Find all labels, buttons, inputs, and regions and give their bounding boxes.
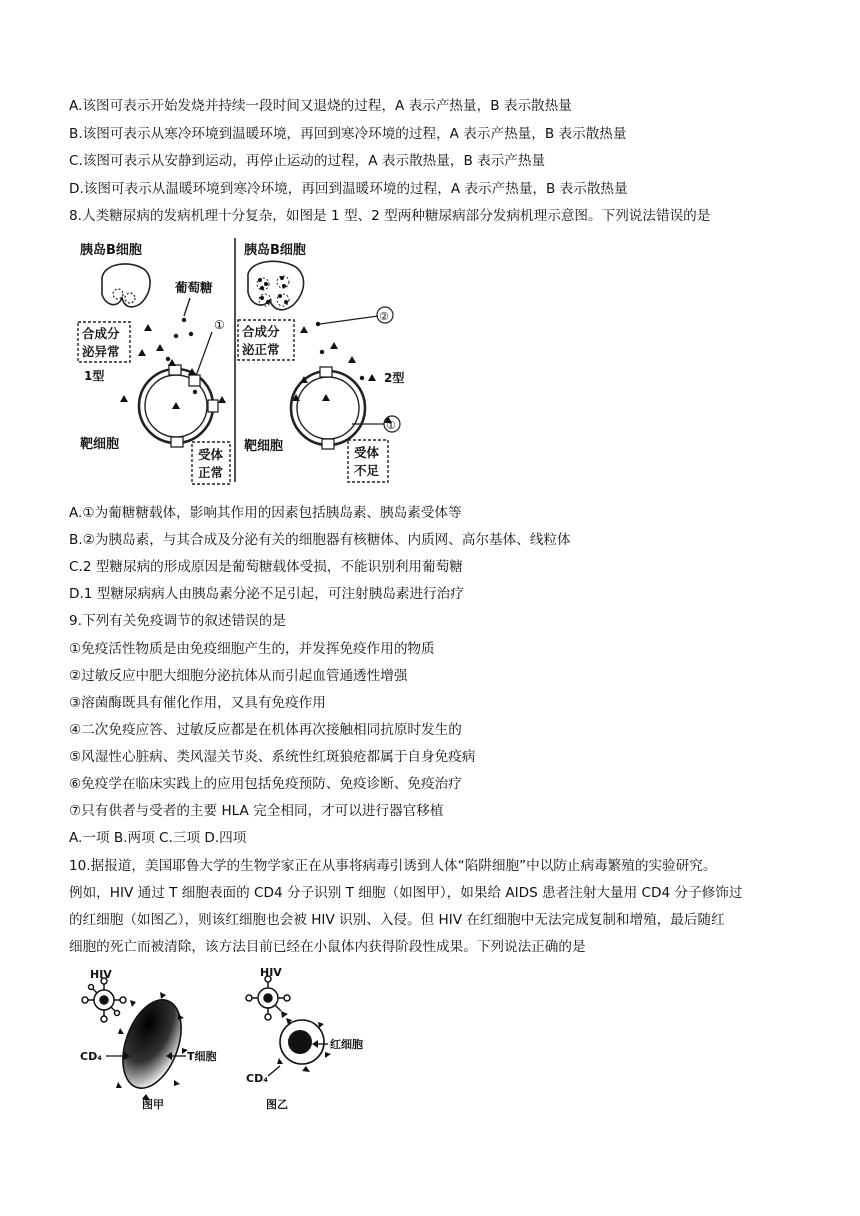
q7-option-d: D.该图可表示从温暖环境到寒冷环境，再回到温暖环境的过程，A 表示产热量，B 表示散热量 — [69, 181, 628, 197]
right-receptor-text-2: 不足 — [354, 463, 380, 478]
q8-option-d: D.1 型糖尿病病人由胰岛素分泌不足引起，可注射胰岛素进行治疗 — [69, 586, 464, 602]
q9-item-5: ⑤风湿性心脏病、类风湿关节炎、系统性红斑狼疮都属于自身免疫病 — [69, 749, 476, 765]
left-target-label: 靶细胞 — [80, 437, 120, 452]
mark1-right: ① — [386, 419, 396, 432]
q9-item-1: ①免疫活性物质是由免疫细胞产生的，并发挥免疫作用的物质 — [69, 641, 435, 657]
diabetes-figure — [72, 234, 417, 490]
q10-stem-line-4: 细胞的死亡而被清除，该方法目前已经在小鼠体内获得阶段性成果。下列说法正确的是 — [69, 939, 586, 955]
rbc-label: 红细胞 — [330, 1038, 363, 1051]
left-synthesis-text-1: 合成分 — [82, 326, 120, 341]
q9-item-3: ③溶菌酶既具有催化作用，又具有免疫作用 — [69, 695, 326, 711]
hiv-virus-left — [82, 978, 126, 1022]
right-target-label: 靶细胞 — [244, 439, 284, 454]
t-cell-label: T细胞 — [187, 1050, 217, 1063]
right-beta-cell — [248, 261, 304, 309]
hiv-label-right: HIV — [260, 966, 282, 979]
q8-option-b: B.②为胰岛素，与其合成及分泌有关的细胞器有核糖体、内质网、高尔基体、线粒体 — [69, 532, 571, 548]
right-beta-cell-title: 胰岛B细胞 — [244, 243, 306, 258]
t-cell — [112, 992, 192, 1096]
caption-left: 图甲 — [142, 1098, 164, 1111]
mark1-left: ① — [214, 318, 225, 332]
right-synthesis-text-1: 合成分 — [242, 324, 280, 339]
left-synthesis-text-2: 泌异常 — [82, 344, 120, 359]
q8-stem: 8.人类糖尿病的发病机理十分复杂，如图是 1 型、2 型两种糖尿病部分发病机理示意图。下列说法错误的是 — [69, 208, 711, 224]
right-synthesis-text-2: 泌正常 — [242, 342, 280, 357]
q9-item-2: ②过敏反应中肥大细胞分泌抗体从而引起血管通透性增强 — [69, 668, 408, 684]
q10-stem-line-2: 例如，HIV 通过 T 细胞表面的 CD4 分子识别 T 细胞（如图甲），如果给 AIDS 患者注射大量用 CD4 分子修饰过 — [69, 885, 743, 901]
q9-options: A.一项 B.两项 C.三项 D.四项 — [69, 830, 247, 846]
q9-item-6: ⑥免疫学在临床实践上的应用包括免疫预防、免疫诊断、免疫治疗 — [69, 776, 462, 792]
cd4-label-right: CD₄ — [246, 1072, 269, 1085]
right-receptor-text-1: 受体 — [354, 445, 380, 460]
type2-label: 2型 — [384, 371, 405, 385]
caption-right: 图乙 — [266, 1098, 288, 1111]
q10-stem-line-1: 10.据报道，美国耶鲁大学的生物学家正在从事将病毒引诱到人体“陷阱细胞”中以防止病毒繁殖的实验研究。 — [69, 858, 717, 874]
left-receptor-text-2: 正常 — [198, 465, 224, 480]
left-receptor-text-1: 受体 — [198, 447, 224, 462]
q10-stem-line-3: 的红细胞（如图乙），则该红细胞也会被 HIV 识别、入侵。但 HIV 在红细胞中无法完成复制和增殖，最后随红 — [69, 912, 725, 928]
glucose-label: 葡萄糖 — [175, 280, 213, 295]
q9-stem: 9.下列有关免疫调节的叙述错误的是 — [69, 613, 286, 629]
left-beta-cell-title: 胰岛B细胞 — [80, 243, 142, 258]
q7-option-c: C.该图可表示从安静到运动，再停止运动的过程，A 表示散热量，B 表示产热量 — [69, 153, 546, 169]
q7-option-a: A.该图可表示开始发烧并持续一段时间又退烧的过程，A 表示产热量，B 表示散热量 — [69, 98, 572, 114]
hiv-figure — [76, 962, 376, 1116]
cd4-label-left: CD₄ — [80, 1050, 103, 1063]
q8-option-c: C.2 型糖尿病的形成原因是葡萄糖载体受损，不能识别利用葡萄糖 — [69, 559, 463, 575]
mark2: ② — [379, 310, 389, 323]
q8-option-a: A.①为葡糖糖载体，影响其作用的因素包括胰岛素、胰岛素受体等 — [69, 505, 462, 521]
hiv-label-left: HIV — [90, 968, 112, 981]
q9-item-4: ④二次免疫应答、过敏反应都是在机体再次接触相同抗原时发生的 — [69, 722, 462, 738]
q9-item-7: ⑦只有供者与受者的主要 HLA 完全相同，才可以进行器官移植 — [69, 803, 444, 819]
type1-label: 1型 — [84, 369, 105, 383]
q7-option-b: B.该图可表示从寒冷环境到温暖环境，再回到寒冷环境的过程，A 表示产热量，B 表示散热量 — [69, 126, 627, 142]
